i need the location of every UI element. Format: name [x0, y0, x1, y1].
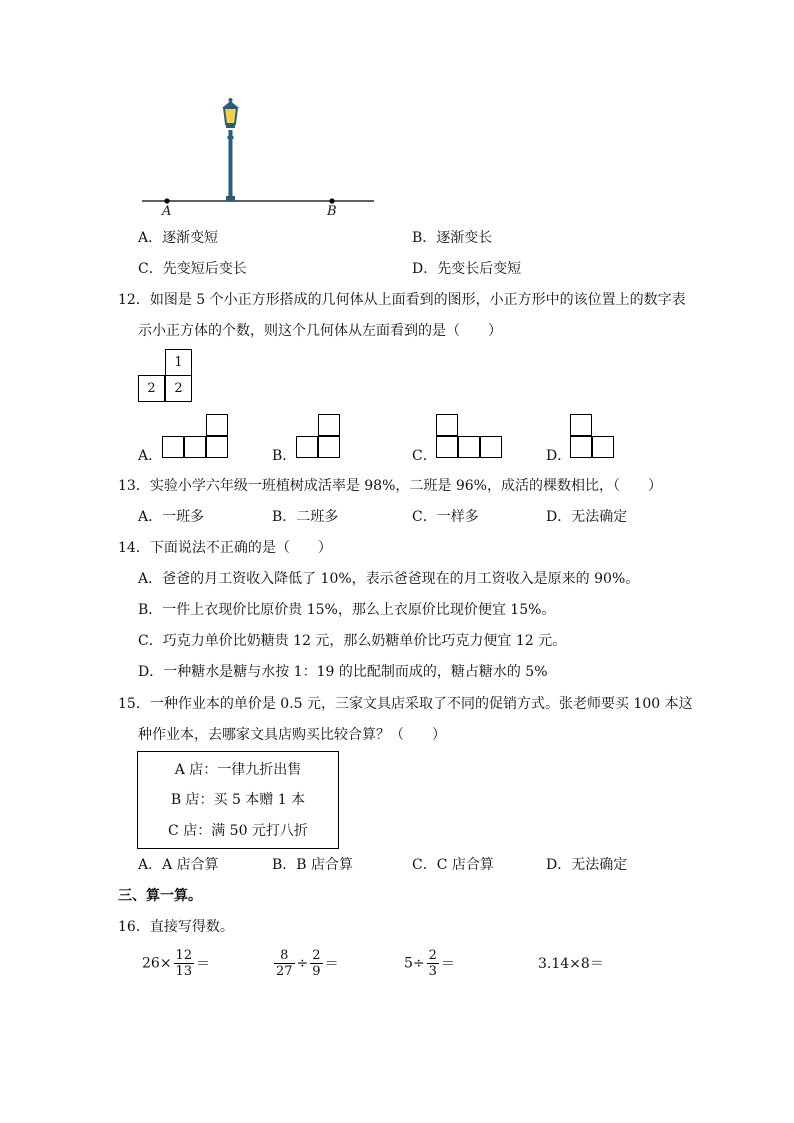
equals-sign: ＝	[324, 956, 339, 973]
calc-item-3[interactable]	[404, 948, 455, 979]
q12-option-a-label[interactable]: A．	[138, 448, 163, 464]
q15-option-b[interactable]: B．B 店合算	[272, 857, 354, 873]
cube-face	[592, 436, 614, 458]
q14-option-a[interactable]: A．爸爸的月工资收入降低了 10%，表示爸爸现在的月工资收入是原来的 90%。	[138, 571, 640, 587]
grid-cell-bottom-left: 2	[138, 375, 165, 402]
cube-face	[436, 414, 458, 436]
divide-sign: ÷	[296, 955, 309, 972]
point-a-label: A	[162, 204, 172, 219]
cube-face	[162, 436, 184, 458]
numerator: 8	[274, 948, 295, 964]
calc-prefix: 5÷	[404, 955, 425, 972]
point-b	[329, 198, 334, 203]
fraction	[274, 948, 295, 979]
cube-face	[436, 436, 458, 458]
equals-sign: ＝	[196, 956, 211, 973]
q15-stem-line2: 种作业本，去哪家文具店购买比较合算？（ ）	[138, 727, 446, 743]
cube-face	[570, 436, 592, 458]
cube-face	[318, 436, 340, 458]
q16-stem: 16．直接写得数。	[118, 919, 234, 935]
q12-option-b-label[interactable]: B．	[272, 448, 297, 464]
q15-store-promotions-box	[137, 751, 339, 849]
numerator: 2	[312, 948, 321, 963]
cube-face	[296, 436, 318, 458]
numerator: 2	[428, 948, 437, 963]
point-a	[164, 198, 169, 203]
equals-sign: ＝	[440, 956, 455, 973]
q12-stem-line2: 示小正方体的个数，则这个几何体从左面看到的是（ ）	[138, 323, 502, 339]
lamp-icon	[222, 98, 239, 201]
cube-face	[480, 436, 502, 458]
q12-stem-line1: 12．如图是 5 个小正方形搭成的几何体从上面看到的图形，小正方形中的该位置上的数字表	[118, 292, 686, 308]
q11-option-b[interactable]: B．逐渐变长	[412, 230, 493, 246]
fraction	[174, 948, 195, 979]
calc-item-1[interactable]	[142, 948, 210, 979]
q12-option-c-label[interactable]: C．	[412, 448, 437, 464]
store-b-promo: B 店：买 5 本赠 1 本	[170, 792, 306, 808]
q15-option-c[interactable]: C．C 店合算	[412, 857, 494, 873]
denominator: 27	[276, 964, 293, 979]
q13-option-c[interactable]: C．一样多	[412, 509, 479, 525]
numerator: 12	[175, 948, 193, 963]
cube-face	[458, 436, 480, 458]
calc-expression: 3.14×8＝	[538, 956, 604, 972]
fraction	[310, 948, 322, 979]
cube-face	[318, 414, 340, 436]
q14-stem: 14．下面说法不正确的是（ ）	[118, 540, 332, 556]
denominator: 13	[175, 964, 193, 979]
fraction	[427, 948, 439, 979]
store-c-promo: C 店：满 50 元打八折	[168, 823, 308, 839]
q15-stem-line1: 15．一种作业本的单价是 0.5 元，三家文具店采取了不同的促销方式。张老师要买 100 本这	[118, 696, 693, 712]
point-b-label: B	[327, 204, 337, 219]
q15-option-d[interactable]: D．无法确定	[546, 857, 628, 873]
q11-option-a[interactable]: A．逐渐变短	[138, 230, 219, 246]
cube-face	[206, 436, 228, 458]
q14-option-c[interactable]: C．巧克力单价比奶糖贵 12 元，那么奶糖单价比巧克力便宜 12 元。	[138, 633, 567, 649]
calc-item-2[interactable]	[272, 948, 339, 979]
denominator: 9	[312, 964, 321, 979]
store-a-promo: A 店：一律九折出售	[174, 762, 302, 778]
calc-prefix: 26×	[142, 955, 172, 972]
street-lamp-figure	[138, 96, 378, 221]
q13-stem: 13．实验小学六年级一班植树成活率是 98%，二班是 96%，成活的棵数相比，（ ）	[118, 478, 662, 494]
q13-option-a[interactable]: A．一班多	[138, 509, 205, 525]
cube-face	[184, 436, 206, 458]
section-title: 三、算一算。	[118, 888, 202, 904]
q11-option-c[interactable]: C．先变短后变长	[138, 261, 247, 277]
q12-option-d-label[interactable]: D．	[546, 448, 572, 464]
q14-option-b[interactable]: B．一件上衣现价比原价贵 15%，那么上衣原价比现价便宜 15%。	[138, 602, 556, 618]
q13-option-b[interactable]: B．二班多	[272, 509, 339, 525]
q15-option-a[interactable]: A．A 店合算	[138, 857, 219, 873]
q14-option-d[interactable]: D．一种糖水是糖与水按 1：19 的比配制而成的，糖占糖水的 5%	[138, 664, 548, 680]
grid-cell-bottom-right: 2	[165, 375, 192, 402]
calc-item-4[interactable]	[538, 953, 604, 973]
cube-face	[206, 414, 228, 436]
grid-cell-top-right: 1	[165, 349, 192, 376]
q13-option-d[interactable]: D．无法确定	[546, 509, 628, 525]
q11-option-d[interactable]: D．先变长后变短	[412, 261, 522, 277]
denominator: 3	[428, 964, 437, 979]
cube-face	[570, 414, 592, 436]
